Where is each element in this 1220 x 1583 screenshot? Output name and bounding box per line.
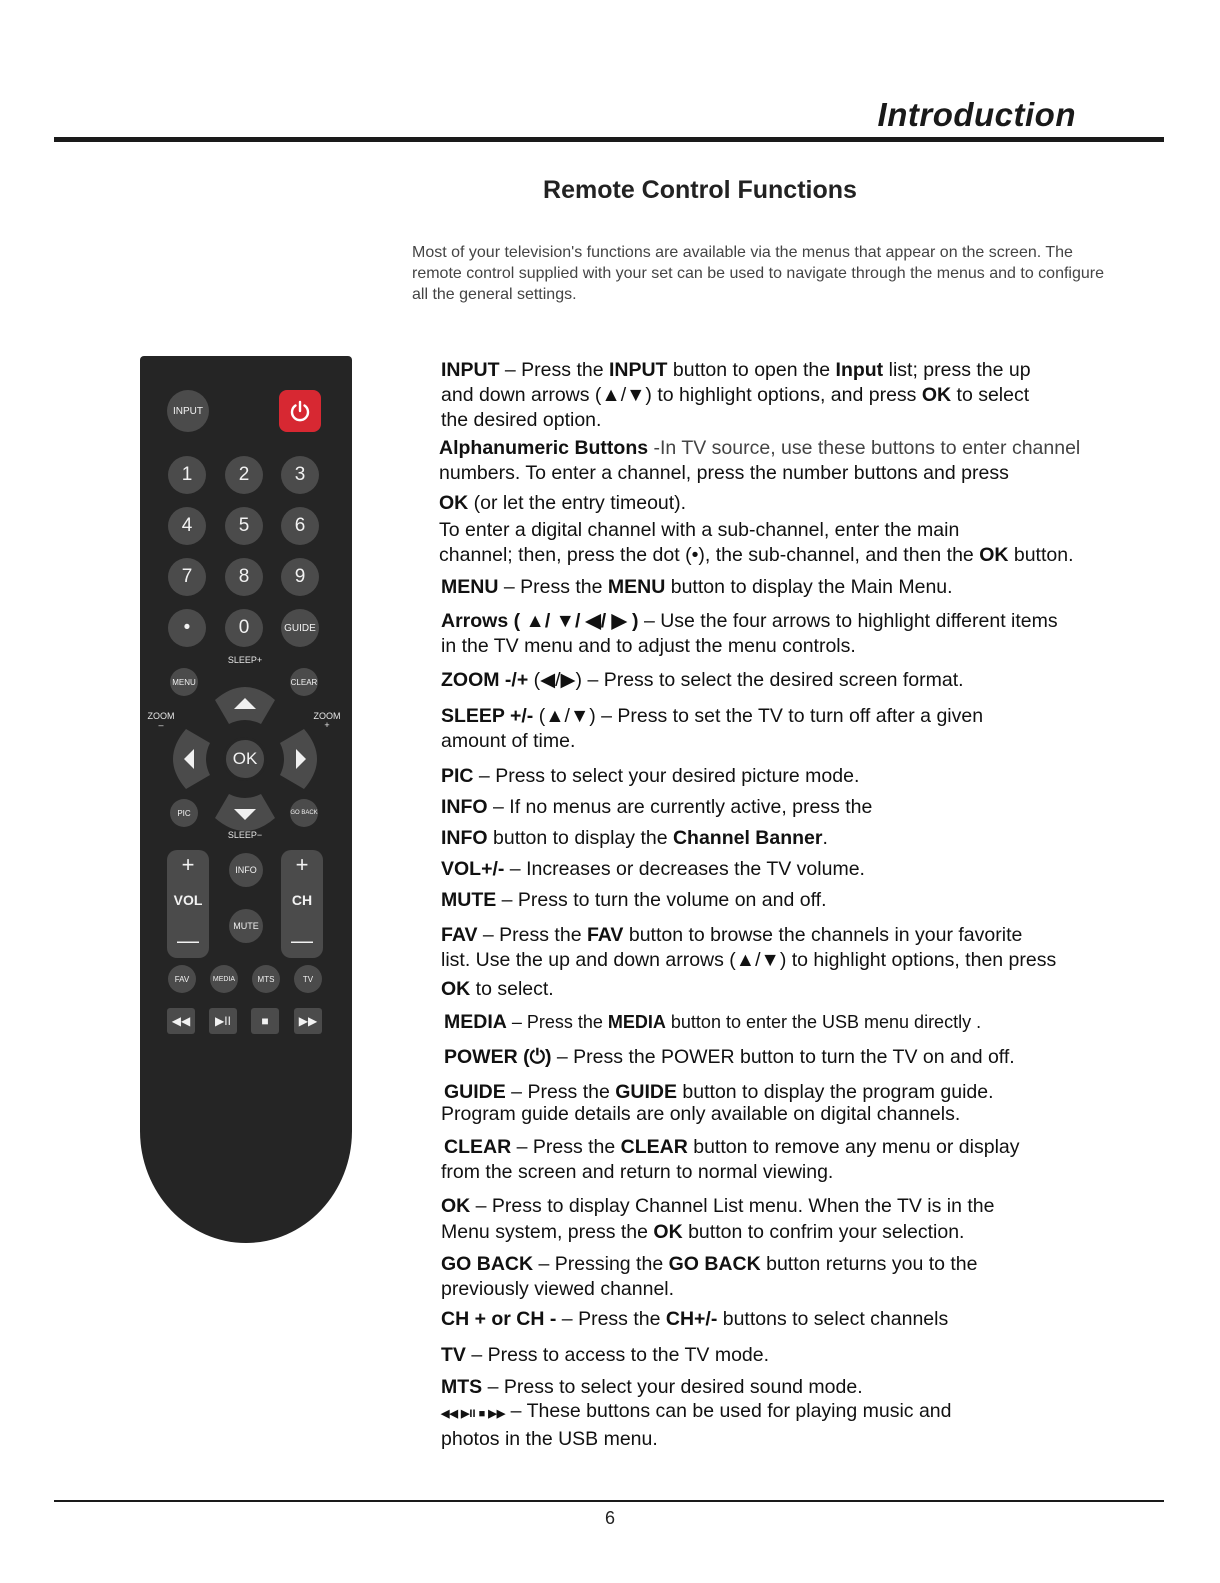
func-ch-text-2: buttons to select channels [717,1308,949,1330]
func-info [441,795,1141,851]
func-input-text-3: list; press the up [883,359,1031,381]
ch-minus-icon[interactable]: — [291,928,313,953]
func-input-text: – Press the [499,359,609,381]
func-media-text-2: button to enter the USB menu directly . [665,1012,982,1032]
func-info-text-3: . [822,827,828,849]
func-mediactl-text: – These buttons can be used for playing music and [505,1400,952,1422]
ch-rocker[interactable] [281,850,323,958]
func-menu-text-2: button to display the Main Menu. [665,576,953,598]
func-mute-text: – Press to turn the volume on and off. [496,889,827,911]
func-media-controls [441,1399,1141,1452]
func-guide-keyword: GUIDE [444,1081,506,1103]
func-zoom-keyword: ZOOM -/+ [441,669,529,691]
func-clear-text: – Press the [511,1136,621,1158]
number-0-button[interactable]: 0 [225,609,263,647]
func-alnum-line-4: To enter a digital channel with a sub-channel, enter the main [439,519,960,541]
func-goback-line-2: previously viewed channel. [441,1278,675,1300]
func-alnum-keyword: Alphanumeric Buttons [439,437,649,459]
func-info-keyword-2: INFO [441,827,488,849]
func-sleep [441,704,1141,754]
func-goback-text: – Pressing the [533,1253,669,1275]
sleep-plus-label: SLEEP+ [227,655,263,665]
func-vol [441,857,1141,882]
func-pic-text: – Press to select your desired picture mode. [473,765,860,787]
func-clear [441,1135,1141,1185]
dot-button[interactable]: • [168,609,206,647]
footer-rule [54,1500,1164,1502]
func-power-keyword: POWER (⏻) [444,1046,552,1068]
vol-plus-icon[interactable]: + [181,852,195,877]
func-alnum [439,436,1139,568]
stop-button[interactable]: ■ [251,1008,279,1034]
func-ok-text-2: button to confrim your selection. [682,1221,965,1243]
func-guide-text: – Press the [505,1081,616,1103]
func-media-keyword-2: MEDIA [607,1012,666,1032]
tv-button[interactable]: TV [294,965,322,993]
media-controls-icon: ◀◀ ▶II ■ ▶▶ [441,1408,506,1420]
pic-button[interactable]: PIC [170,799,198,827]
func-tv [441,1343,1141,1368]
func-media-keyword: MEDIA [444,1011,507,1033]
page-title: Remote Control Functions [543,176,857,204]
func-goback-text-2: button returns you to the [760,1253,978,1275]
number-6-button[interactable]: 6 [281,507,319,545]
func-menu [441,575,1141,600]
func-vol-text: – Increases or decreases the TV volume. [504,858,865,880]
page-number: 6 [604,1508,615,1528]
func-alnum-text-3: button. [1008,544,1074,566]
zoom-minus-sign: – [158,720,164,730]
func-fav [441,923,1141,1002]
func-fav-keyword: FAV [441,924,478,946]
func-guide [441,1080,1141,1127]
rewind-button[interactable]: ◀◀ [167,1008,195,1034]
func-alnum-line-2: numbers. To enter a channel, press the number buttons and press [439,462,1009,484]
number-1-button[interactable]: 1 [168,456,206,494]
func-input-line-3: the desired option. [441,409,602,431]
ch-label: CH [291,892,313,908]
func-input [441,358,1141,433]
ch-plus-icon[interactable]: + [295,852,309,877]
func-menu-keyword: MENU [441,576,499,598]
func-power-text: – Press the POWER button to turn the TV on and off. [551,1046,1015,1068]
guide-button[interactable]: GUIDE [281,609,319,647]
func-tv-text: – Press to access to the TV mode. [465,1344,770,1366]
func-mute-keyword: MUTE [441,889,497,911]
input-button[interactable]: INPUT [167,390,209,432]
func-fav-text: – Press the [477,924,587,946]
header-rule [54,137,1164,142]
func-menu-keyword-2: MENU [607,576,666,598]
func-media [444,1010,1144,1035]
func-alnum-keyword-2: OK [439,492,469,514]
number-2-button[interactable]: 2 [225,456,263,494]
func-mts-text: – Press to select your desired sound mode. [482,1376,863,1398]
number-5-button[interactable]: 5 [225,507,263,545]
func-info-keyword: INFO [441,796,488,818]
func-arrows [441,609,1141,659]
func-sleep-keyword: SLEEP +/- [441,705,534,727]
func-power [444,1045,1144,1070]
func-menu-text: – Press the [498,576,608,598]
func-clear-keyword: CLEAR [444,1136,512,1158]
media-button[interactable]: MEDIA [210,965,238,993]
func-ok-text: – Press to display Channel List menu. When the TV is in the [470,1195,995,1217]
clear-button[interactable]: CLEAR [290,668,318,696]
func-alnum-text: -In TV source, use these buttons to enter channel [648,437,1081,459]
func-info-text: – If no menus are currently active, press the [487,796,873,818]
func-ch-keyword: CH + or CH - [441,1308,557,1330]
func-alnum-keyword-3: OK [979,544,1009,566]
fast-forward-button[interactable]: ▶▶ [294,1008,322,1034]
zoom-plus-sign: + [324,720,330,730]
func-guide-text-2: button to display the program guide. [677,1081,994,1103]
zoom-plus-label: ZOOM [313,711,341,721]
func-goback-keyword: GO BACK [441,1253,534,1275]
func-info-text-2: button to display the [487,827,673,849]
info-button[interactable]: INFO [229,853,263,887]
func-info-keyword-3: Channel Banner [672,827,823,849]
section-title: Introduction [877,96,1076,133]
func-alnum-line-5: channel; then, press the dot (•), the sub-channel, and then the [439,544,980,566]
func-goback-keyword-2: GO BACK [668,1253,761,1275]
number-7-button[interactable]: 7 [168,558,206,596]
func-input-text-2: button to open the [667,359,836,381]
func-clear-text-2: button to remove any menu or display [687,1136,1020,1158]
func-input-keyword-3: Input [835,359,884,381]
func-ok-keyword: OK [441,1195,471,1217]
fav-button[interactable]: FAV [168,965,196,993]
func-ok-keyword-2: OK [653,1221,683,1243]
func-arrows-keyword: Arrows ( ▲/ ▼/ ◀/ ▶ ) [441,610,639,632]
intro-paragraph: Most of your television's functions are available via the menus that appear on the screen. The remote control supplied with your set can be used to navigate through the menus and to configure all the general settings. [412,244,1104,303]
number-9-button[interactable]: 9 [281,558,319,596]
func-vol-keyword: VOL+/- [441,858,505,880]
func-fav-text-3: to select. [470,978,554,1000]
power-button[interactable] [279,390,321,432]
func-zoom [441,668,1141,693]
mts-button[interactable]: MTS [252,965,280,993]
vol-label: VOL [173,892,203,908]
func-mts [441,1375,1141,1400]
func-ch [441,1307,1141,1332]
func-fav-keyword-3: OK [441,978,471,1000]
menu-button[interactable]: MENU [170,668,198,696]
func-zoom-text: (◀/▶) – Press to select the desired screen format. [528,669,964,691]
power-icon [288,399,312,423]
vol-minus-icon[interactable]: — [177,928,199,953]
func-arrows-text: – Use the four arrows to highlight different items [638,610,1058,632]
mute-button[interactable]: MUTE [229,909,263,943]
func-media-text: – Press the [506,1012,608,1032]
func-alnum-text-2: (or let the entry timeout). [468,492,687,514]
number-4-button[interactable]: 4 [168,507,206,545]
func-input-keyword-2: INPUT [608,359,668,381]
func-ch-keyword-2: CH+/- [665,1308,718,1330]
func-goback [441,1252,1141,1302]
number-3-button[interactable]: 3 [281,456,319,494]
func-input-line-2: and down arrows (▲/▼) to highlight options, and press [441,384,922,406]
func-guide-keyword-2: GUIDE [615,1081,677,1103]
func-pic-keyword: PIC [441,765,474,787]
func-pic [441,764,1141,789]
ok-button[interactable]: OK [223,737,267,781]
func-mts-keyword: MTS [441,1376,483,1398]
vol-rocker[interactable] [167,850,209,958]
func-input-text-4: to select [951,384,1030,406]
func-clear-keyword-2: CLEAR [620,1136,688,1158]
play-pause-button[interactable]: ▶II [209,1008,237,1034]
zoom-minus-label: ZOOM [147,711,175,721]
remote-control [140,356,352,1243]
func-clear-line-2: from the screen and return to normal viewing. [441,1161,834,1183]
func-mediactl-line-2: photos in the USB menu. [441,1428,658,1450]
func-sleep-line-2: amount of time. [441,730,576,752]
func-input-keyword-4: OK [921,384,952,406]
func-fav-line-2: list. Use the up and down arrows (▲/▼) to highlight options, then press [441,949,1057,971]
func-fav-text-2: button to browse the channels in your favorite [623,924,1023,946]
func-ch-text: – Press the [556,1308,666,1330]
func-ok [441,1194,1141,1245]
go-back-button[interactable]: GO BACK [290,799,318,827]
number-8-button[interactable]: 8 [225,558,263,596]
func-mute [441,888,1141,913]
sleep-minus-label: SLEEP− [227,830,263,840]
func-input-keyword: INPUT [441,359,500,381]
func-fav-keyword-2: FAV [586,924,624,946]
func-ok-line-2: Menu system, press the [441,1221,654,1243]
func-arrows-line-2: in the TV menu and to adjust the menu controls. [441,635,856,657]
func-sleep-text: (▲/▼) – Press to set the TV to turn off after a given [533,705,984,727]
func-guide-line-2: Program guide details are only available on digital channels. [441,1103,961,1125]
func-tv-keyword: TV [441,1344,466,1366]
